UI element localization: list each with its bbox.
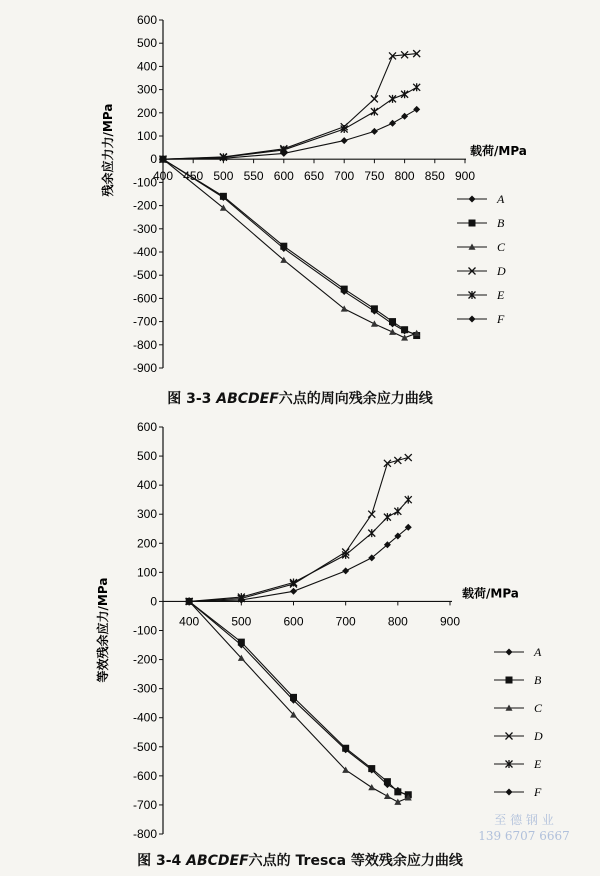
chart-1-legend-marker	[469, 196, 476, 203]
chart-1-legend-item-B	[457, 216, 505, 230]
chart-2-series-E-point	[405, 496, 412, 504]
chart-1-x-axis-title: 载荷/MPa	[470, 144, 527, 159]
chart-2-x-tick-label: 600	[283, 614, 304, 629]
chart-2-legend-label: C	[534, 701, 543, 715]
chart-2-legend-marker	[506, 649, 513, 656]
chart-2-x-tick-label: 700	[335, 614, 356, 629]
chart-2-series-D-point	[405, 454, 412, 461]
chart-1-y-tick-label: 500	[136, 36, 157, 51]
chart-2-series-D	[186, 454, 412, 605]
chart-2-series-B-point	[342, 745, 349, 752]
watermark-line2: 139 6707 6667	[478, 829, 570, 843]
chart-1-y-tick-label: 100	[136, 129, 157, 143]
chart-3-3-plot	[0, 0, 600, 420]
chart-1-y-tick-label: -400	[132, 245, 157, 259]
chart-1-x-tick-label: 850	[424, 169, 445, 184]
chart-3-4	[0, 420, 600, 876]
chart-1-y-tick-label: -600	[132, 291, 157, 306]
chart-1-x-tick-label: 800	[394, 169, 415, 184]
chart-1-legend-marker	[469, 220, 476, 227]
chart-1-x-tick-label: 450	[183, 169, 204, 184]
chart-3-3-figure-number: 图 3-3	[167, 391, 212, 407]
chart-2-series-B-point	[290, 694, 297, 701]
chart-1-series-F-point	[220, 155, 227, 162]
chart-1-legend-item-D	[457, 264, 506, 278]
chart-1-series-F	[160, 106, 421, 163]
chart-1-series-B-point	[280, 243, 287, 250]
chart-2-series-C-point	[384, 793, 391, 799]
chart-2-x-tick-label: 400	[179, 614, 200, 629]
chart-2-series-D-point	[384, 460, 391, 467]
chart-2-legend-marker	[506, 677, 513, 684]
chart-2-x-axis-title: 载荷/MPa	[462, 586, 519, 601]
chart-1-y-tick-label: 0	[150, 152, 157, 167]
chart-1-series-F-point	[389, 120, 396, 127]
chart-1-series-E-line	[163, 87, 417, 159]
chart-2-y-tick-label: 400	[136, 478, 157, 493]
chart-1-y-tick-label: 400	[136, 59, 157, 74]
chart-1-series-E-point	[389, 95, 396, 103]
chart-1-series-C-point	[401, 334, 408, 340]
chart-1-y-tick-label: 300	[136, 82, 157, 97]
chart-1-legend-label: A	[497, 192, 505, 206]
chart-2-series-F-point	[342, 567, 349, 574]
chart-2-series-C-point	[368, 784, 375, 790]
chart-2-legend-item-C	[494, 701, 543, 715]
chart-2-y-tick-label: 0	[150, 594, 157, 609]
chart-1-series-D-line	[163, 54, 417, 160]
chart-2-legend-label: E	[534, 757, 542, 771]
chart-2-series-B-point	[368, 765, 375, 772]
chart-2-x-tick-label: 900	[439, 614, 461, 629]
chart-1-legend-label: D	[497, 264, 506, 278]
chart-2-legend-item-F	[494, 785, 542, 799]
chart-1-legend-label: B	[497, 216, 505, 230]
chart-2-y-tick-label: -100	[132, 623, 157, 638]
chart-2-legend-item-B	[494, 673, 542, 687]
chart-2-y-tick-label: -700	[132, 797, 157, 812]
chart-2-y-tick-label: -400	[132, 710, 157, 725]
chart-3-4-title-rest: 六点的 Tresca 等效残余应力曲线	[248, 853, 463, 869]
chart-1-series-F-point	[401, 113, 408, 120]
chart-1-y-axis-title: 残余应力力/MPa	[101, 103, 115, 197]
chart-1-series-C-point	[371, 320, 378, 326]
chart-2-series-E-point	[368, 529, 375, 537]
chart-2-y-tick-label: 300	[136, 507, 157, 522]
chart-2-series-B-point	[238, 639, 245, 646]
watermark-line1: 至 德 钢 业	[494, 813, 554, 827]
chart-3-3-title-letters: ABCDEF	[216, 391, 279, 407]
chart-1-y-tick-label: -200	[132, 198, 157, 213]
chart-1-legend-label: F	[497, 312, 505, 326]
chart-2-series-D-point	[394, 457, 401, 464]
chart-1-y-tick-label: -300	[132, 221, 157, 236]
chart-1-x-tick-label: 900	[454, 169, 476, 184]
chart-2-y-axis-title: 等效残余应力/MPa	[96, 577, 110, 683]
chart-1-x-tick-label: 600	[273, 169, 294, 184]
chart-3-4-title-letters: ABCDEF	[186, 853, 249, 869]
chart-1-series-F-point	[413, 106, 420, 113]
chart-2-series-B-line	[189, 601, 408, 794]
chart-1-x-tick-label: 550	[243, 169, 264, 184]
chart-1-legend-item-A	[457, 192, 505, 206]
chart-2-legend-item-E	[494, 757, 542, 771]
chart-1-legend-marker	[469, 316, 476, 323]
chart-3-3-caption	[0, 388, 600, 408]
chart-2-y-tick-label: 200	[136, 536, 157, 551]
chart-1-y-tick-label: -100	[132, 175, 157, 190]
chart-1-x-tick-label: 700	[334, 169, 355, 184]
chart-2-legend-label: D	[534, 729, 543, 743]
chart-2-legend-item-A	[494, 645, 542, 659]
chart-2-series-F-point	[290, 588, 297, 595]
chart-1-series-B-point	[401, 326, 408, 333]
chart-2-legend-label: A	[534, 645, 542, 659]
chart-2-series-B-point	[394, 788, 401, 795]
chart-1-x-tick-label: 650	[303, 169, 325, 184]
chart-1-series-B-point	[371, 305, 378, 312]
chart-1-y-tick-label: -800	[132, 337, 157, 352]
chart-3-3	[0, 0, 600, 420]
chart-2-y-tick-label: 600	[136, 420, 157, 434]
chart-3-4-figure-number: 图 3-4	[137, 853, 182, 869]
chart-1-y-tick-label: -500	[132, 268, 157, 283]
chart-2-series-E-point	[384, 513, 391, 521]
chart-1-x-tick-label: 400	[152, 169, 174, 184]
chart-3-3-title-rest: 六点的周向残余应力曲线	[278, 391, 433, 407]
chart-1-series-D-point	[371, 95, 378, 102]
chart-2-legend-marker	[506, 789, 513, 796]
chart-1-series-A-line	[163, 159, 417, 334]
chart-1-series-F-line	[163, 109, 417, 159]
watermark	[464, 812, 584, 844]
chart-1-series-B-line	[163, 159, 417, 335]
chart-1-series-E	[160, 83, 421, 163]
chart-3-4-caption	[0, 850, 600, 870]
chart-2-legend-item-D	[494, 729, 543, 743]
chart-2-legend-label: F	[534, 785, 542, 799]
chart-1-y-tick-label: 600	[136, 13, 157, 27]
chart-2-series-C-point	[394, 799, 401, 805]
chart-2-series-D-point	[368, 511, 375, 518]
chart-1-legend-item-F	[457, 312, 505, 326]
chart-2-series-B-point	[384, 778, 391, 785]
chart-1-series-C-point	[389, 329, 396, 335]
chart-2-y-tick-label: -300	[132, 681, 157, 696]
chart-2-y-tick-label: -800	[132, 827, 157, 841]
chart-1-series-F-point	[371, 128, 378, 135]
chart-2-series-E-line	[189, 500, 408, 602]
chart-2-series-E-point	[394, 507, 401, 515]
chart-1-series-F-point	[341, 137, 348, 144]
chart-1-series-E-point	[401, 90, 408, 98]
chart-2-y-tick-label: -500	[132, 739, 157, 754]
chart-2-series-F	[186, 524, 412, 605]
chart-1-legend-label: C	[497, 240, 506, 254]
chart-2-legend-label: B	[534, 673, 542, 687]
chart-1-legend-item-E	[457, 288, 505, 302]
chart-1-legend-label: E	[497, 288, 505, 302]
chart-1-x-tick-label: 500	[213, 169, 234, 184]
chart-2-x-tick-label: 800	[387, 614, 408, 629]
chart-2-x-tick-label: 500	[231, 614, 252, 629]
chart-2-y-tick-label: 500	[136, 449, 157, 464]
chart-1-y-tick-label: -900	[132, 361, 157, 375]
chart-1-y-tick-label: 200	[136, 105, 157, 120]
chart-1-series-C-line	[163, 159, 417, 338]
chart-3-4-plot	[0, 420, 600, 876]
chart-1-series-B-point	[389, 318, 396, 325]
chart-2-y-tick-label: -600	[132, 768, 157, 783]
chart-1-series-B-point	[220, 193, 227, 200]
chart-1-series-E-point	[413, 83, 420, 91]
chart-2-series-F-line	[189, 527, 408, 601]
chart-1-x-tick-label: 750	[364, 169, 385, 184]
chart-1-series-E-point	[371, 108, 378, 116]
chart-2-y-tick-label: 100	[136, 565, 157, 580]
chart-1-y-tick-label: -700	[132, 314, 157, 329]
chart-1-legend-item-C	[457, 240, 506, 254]
chart-2-y-tick-label: -200	[132, 652, 157, 667]
chart-1-series-B-point	[341, 286, 348, 293]
chart-2-series-A-line	[189, 601, 408, 796]
